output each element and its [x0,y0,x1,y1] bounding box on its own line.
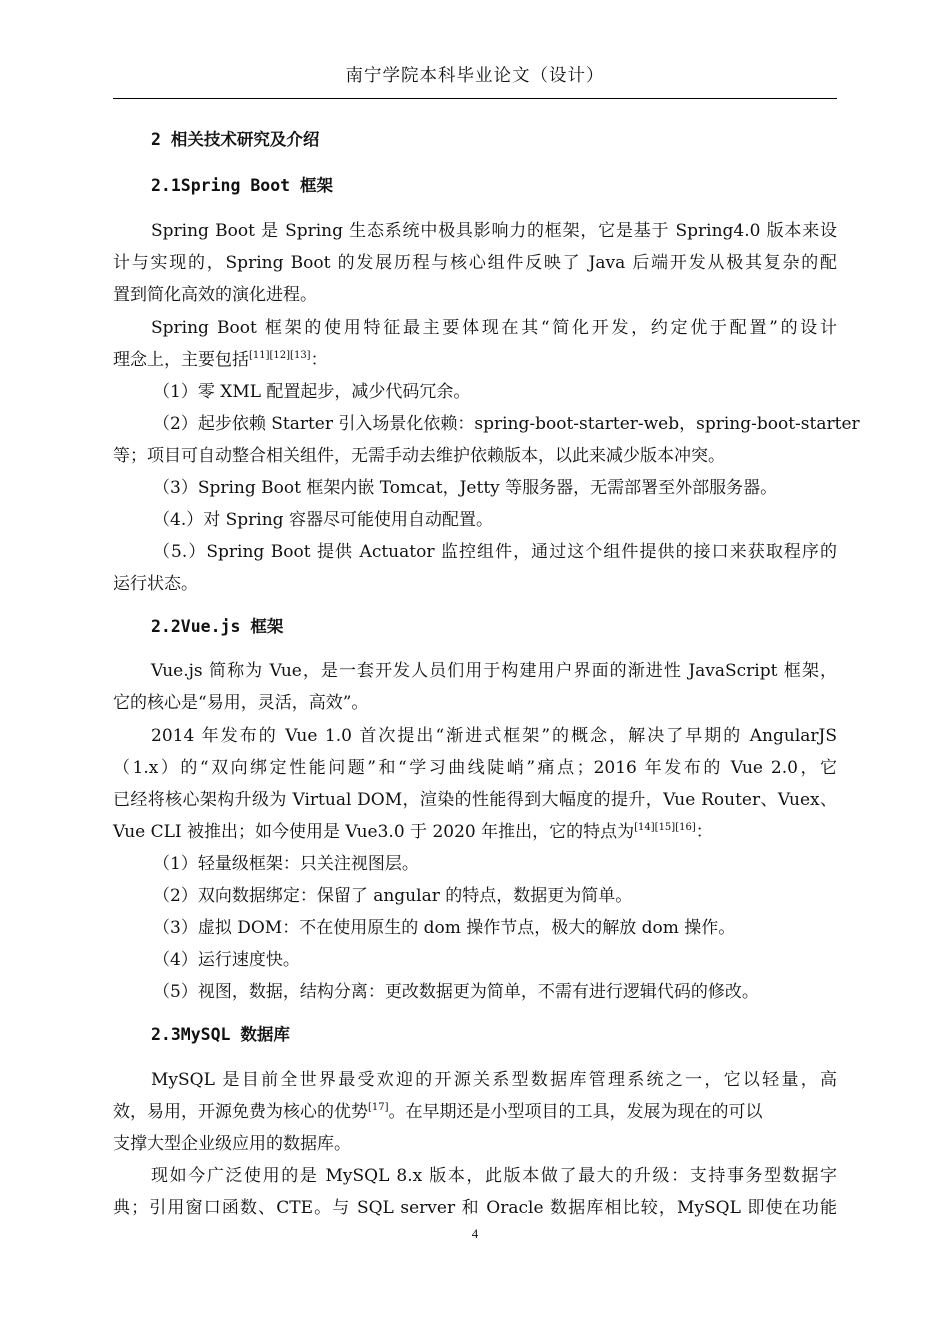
paragraph-line: MySQL 是目前全世界最受欢迎的开源关系型数据库管理系统之一，它以轻量，高 [151,1070,837,1090]
paragraph-line [113,817,837,842]
paragraph-line: Spring Boot 是 Spring 生态系统中极具影响力的框架，它是基于 Spring4.0 版本来设 [151,221,837,241]
list-item: （2）起步依赖 Starter 引入场景化依赖：spring-boot-starter-web，spring-boot-starter [153,414,860,434]
citation-ref: [14][15][16] [634,822,696,833]
paragraph-line: 现如今广泛使用的是 MySQL 8.x 版本，此版本做了最大的升级：支持事务型数据字 [151,1166,837,1186]
subsection-heading-2-3: 2.3MySQL 数据库 [151,1025,290,1044]
paragraph-line: 2014 年发布的 Vue 1.0 首次提出“渐进式框架”的概念，解决了早期的 AngularJS [151,726,837,746]
list-item: （3）Spring Boot 框架内嵌 Tomcat，Jetty 等服务器，无需部署至外部服务器。 [153,478,778,498]
paragraph-text: Vue CLI 被推出；如今使用是 Vue3.0 于 2020 年推出，它的特点为 [113,822,635,842]
paragraph-line: 支撑大型企业级应用的数据库。 [113,1134,351,1154]
paragraph-line [113,345,837,370]
subsection-heading-2-1: 2.1Spring Boot 框架 [151,176,334,195]
running-header: 南宁学院本科毕业论文（设计） [345,66,605,86]
list-item: （1）零 XML 配置起步，减少代码冗余。 [153,382,471,402]
list-item: （5.）Spring Boot 提供 Actuator 监控组件，通过这个组件提供的接口来获取程序的 [153,542,837,562]
paragraph-text: 。在早期还是小型项目的工具，发展为现在的可以 [388,1102,763,1122]
list-item-continuation: 运行状态。 [113,574,198,594]
list-item: （4）运行速度快。 [153,950,300,970]
paragraph-line: 置到简化高效的演化进程。 [113,285,317,305]
list-item: （2）双向数据绑定：保留了 angular 的特点，数据更为简单。 [153,886,633,906]
list-item: （3）虚拟 DOM：不在使用原生的 dom 操作节点，极大的解放 dom 操作。 [153,918,736,938]
list-item: （5）视图，数据，结构分离：更改数据更为简单，不需有进行逻辑代码的修改。 [153,982,759,1002]
paragraph-text: ： [310,350,328,370]
paragraph-line: 已经将核心架构升级为 Virtual DOM，渲染的性能得到大幅度的提升，Vue Router、Vuex、 [113,790,837,810]
paragraph-line: 计与实现的，Spring Boot 的发展历程与核心组件反映了 Java 后端开发从极其复杂的配 [113,253,837,273]
citation-ref: [11][12][13] [249,350,311,361]
list-item-continuation: 等；项目可自动整合相关组件，无需手动去维护依赖版本，以此来减少版本冲突。 [113,446,725,466]
citation-ref: [17] [368,1102,389,1113]
paragraph-line: Vue.js 简称为 Vue，是一套开发人员们用于构建用户界面的渐进性 JavaScript 框架， [151,661,837,681]
paragraph-text: 理念上，主要包括 [113,350,249,370]
page-number: 4 [471,1226,479,1241]
list-item: （1）轻量级框架：只关注视图层。 [153,854,419,874]
paragraph-line: （1.x）的“双向绑定性能问题”和“学习曲线陡峭”痛点；2016 年发布的 Vue 2.0，它 [113,758,837,778]
header-rule [113,98,837,99]
section-title: 2 相关技术研究及介绍 [151,130,320,149]
paragraph-line: Spring Boot 框架的使用特征最主要体现在其“简化开发，约定优于配置”的设计 [151,318,837,338]
paragraph-line [113,1097,837,1122]
paragraph-text: 效，易用，开源免费为核心的优势 [113,1102,368,1122]
list-item: （4.）对 Spring 容器尽可能使用自动配置。 [153,510,493,530]
paragraph-line: 它的核心是“易用，灵活，高效”。 [113,693,369,713]
paragraph-line: 典；引用窗口函数、CTE。与 SQL server 和 Oracle 数据库相比较，MySQL 即使在功能 [113,1198,837,1218]
paragraph-text: ： [695,822,713,842]
subsection-heading-2-2: 2.2Vue.js 框架 [151,617,284,636]
